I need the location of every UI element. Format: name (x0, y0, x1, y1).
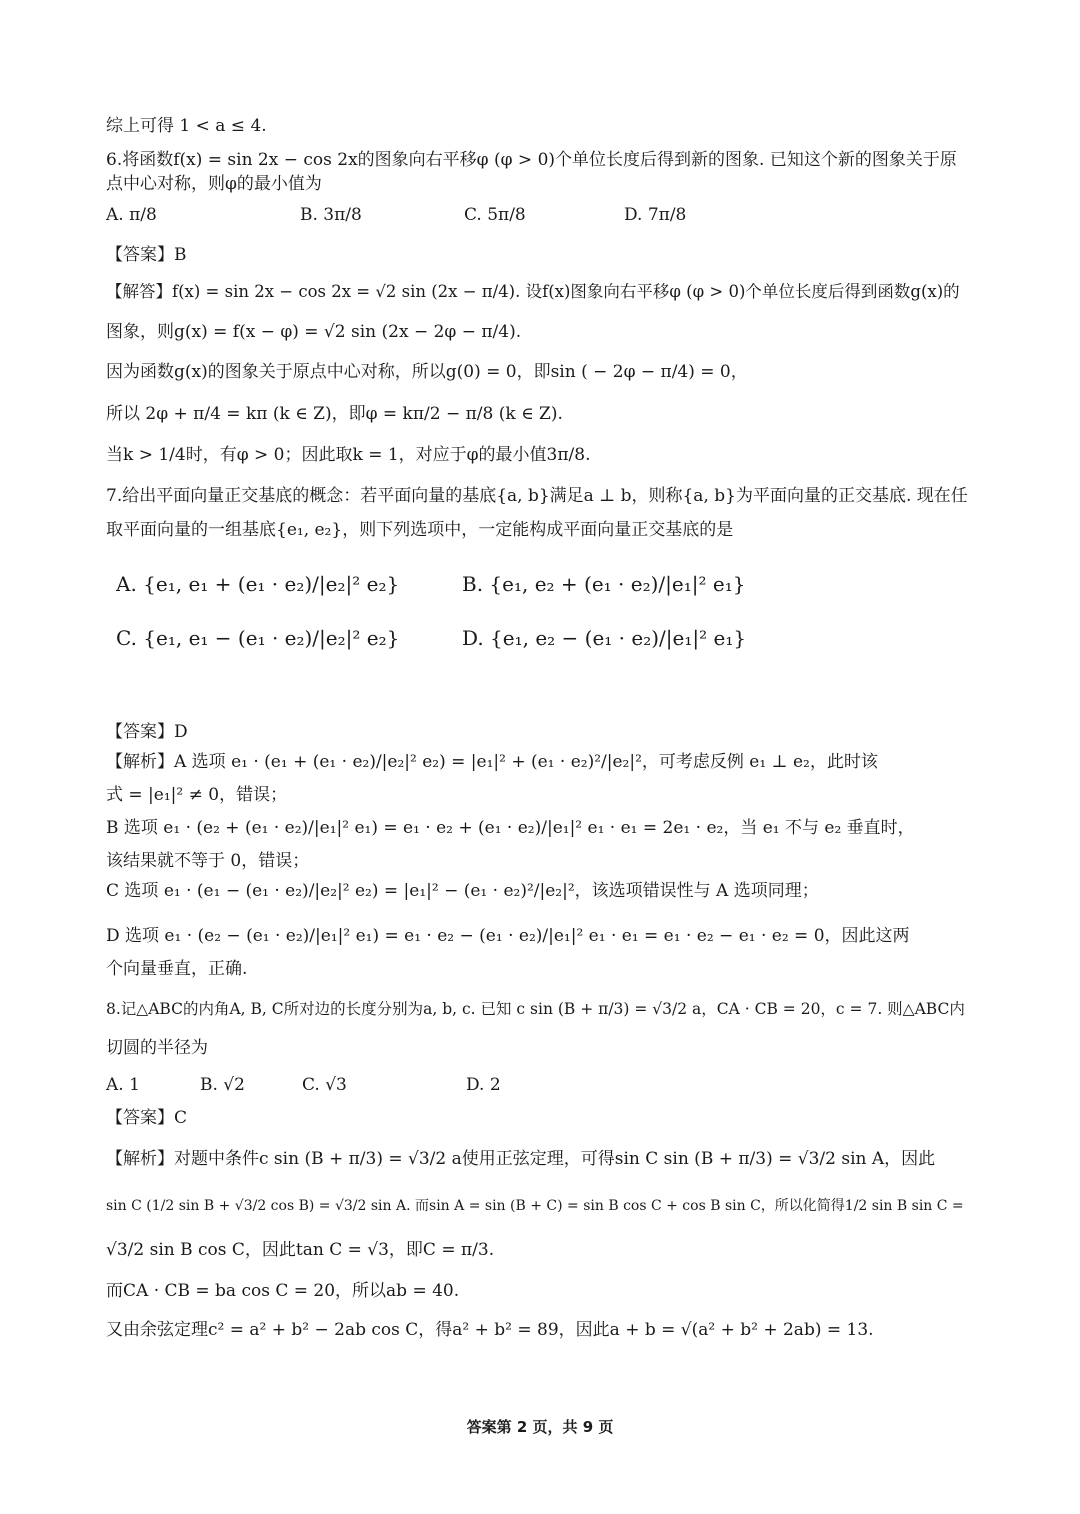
q8-option-d: D. 2 (466, 1075, 501, 1095)
question-6-text-1: 6.将函数f(x) = sin 2x − cos 2x的图象向右平移φ (φ > 0)个单位长度后得到新的图象. 已知这个新的图象关于原 (106, 150, 957, 170)
conclusion-line: 综上可得 1 < a ≤ 4. (106, 116, 267, 136)
q7-option-a: A. {e₁, e₁ + (e₁ · e₂)/|e₂|² e₂} (116, 572, 400, 596)
question-8-text-1: 8.记△ABC的内角A, B, C所对边的长度分别为a, b, c. 已知 c sin (B + π/3) = √3/2 a，CA · CB = 20，c = 7. 则△ABC内 (106, 1000, 965, 1018)
solution-8-line-2: sin C (1/2 sin B + √3/2 cos B) = √3/2 sin A. 而sin A = sin (B + C) = sin B cos C + cos B sin C，所以化简得1/2 sin B sin C = (106, 1198, 964, 1214)
solution-7-line-1: 【解析】A 选项 e₁ · (e₁ + (e₁ · e₂)/|e₂|² e₂) = |e₁|² + (e₁ · e₂)²/|e₂|²，可考虑反例 e₁ ⊥ e₂，此时该 (106, 752, 878, 772)
question-7-text-1: 7.给出平面向量正交基底的概念：若平面向量的基底{a, b}满足a ⊥ b，则称{a, b}为平面向量的正交基底. 现在任 (106, 486, 968, 506)
q8-option-c: C. √3 (302, 1075, 347, 1095)
q7-option-d: D. {e₁, e₂ − (e₁ · e₂)/|e₁|² e₁} (462, 626, 747, 650)
solution-8-line-3: √3/2 sin B cos C，因此tan C = √3，即C = π/3. (106, 1240, 495, 1260)
solution-7-line-7: 个向量垂直，正确. (106, 959, 248, 979)
solution-8-line-4: 而CA · CB = ba cos C = 20，所以ab = 40. (106, 1281, 460, 1301)
solution-7-line-2: 式 = |e₁|² ≠ 0，错误； (106, 785, 288, 805)
solution-7-line-3: B 选项 e₁ · (e₂ + (e₁ · e₂)/|e₁|² e₁) = e₁ · e₂ + (e₁ · e₂)/|e₁|² e₁ · e₁ = 2e₁ · e₂，当 e₁ 不与 e₂ 垂直时， (106, 818, 915, 838)
question-7-text-2: 取平面向量的一组基底{e₁, e₂}，则下列选项中，一定能构成平面向量正交基底的是 (106, 520, 734, 540)
q6-option-d: D. 7π/8 (624, 205, 687, 225)
page-footer: 答案第 2 页，共 9 页 (466, 1418, 614, 1436)
solution-6-line-4: 所以 2φ + π/4 = kπ (k ∈ Z)，即φ = kπ/2 − π/8 (k ∈ Z). (106, 404, 563, 424)
answer-7: 【答案】D (106, 722, 188, 742)
q6-option-a: A. π/8 (106, 205, 157, 225)
solution-6-line-5: 当k > 1/4时，有φ > 0；因此取k = 1，对应于φ的最小值3π/8. (106, 445, 591, 465)
q7-option-c: C. {e₁, e₁ − (e₁ · e₂)/|e₂|² e₂} (116, 626, 400, 650)
q8-option-b: B. √2 (200, 1075, 245, 1095)
q6-option-c: C. 5π/8 (464, 205, 526, 225)
q6-option-b: B. 3π/8 (300, 205, 362, 225)
solution-6-line-3: 因为函数g(x)的图象关于原点中心对称，所以g(0) = 0，即sin ( − 2φ − π/4) = 0， (106, 362, 748, 382)
solution-8-line-5: 又由余弦定理c² = a² + b² − 2ab cos C，得a² + b² = 89，因此a + b = √(a² + b² + 2ab) = 13. (106, 1320, 874, 1340)
solution-8-line-1: 【解析】对题中条件c sin (B + π/3) = √3/2 a使用正弦定理，可得sin C sin (B + π/3) = √3/2 sin A，因此 (106, 1149, 936, 1169)
solution-6-line-2: 图象，则g(x) = f(x − φ) = √2 sin (2x − 2φ − π/4). (106, 322, 522, 342)
q7-option-b: B. {e₁, e₂ + (e₁ · e₂)/|e₁|² e₁} (462, 572, 746, 596)
solution-7-line-4: 该结果就不等于 0，错误； (106, 851, 310, 871)
solution-7-line-5: C 选项 e₁ · (e₁ − (e₁ · e₂)/|e₂|² e₂) = |e₁|² − (e₁ · e₂)²/|e₂|²，该选项错误性与 A 选项同理； (106, 881, 819, 901)
solution-6-line-1: 【解答】f(x) = sin 2x − cos 2x = √2 sin (2x − π/4). 设f(x)图象向右平移φ (φ > 0)个单位长度后得到函数g(x)的 (106, 282, 960, 301)
solution-7-line-6: D 选项 e₁ · (e₂ − (e₁ · e₂)/|e₁|² e₁) = e₁ · e₂ − (e₁ · e₂)/|e₁|² e₁ · e₁ = e₁ · e₂ − e₁ · e₂ = 0，因此这两 (106, 926, 910, 946)
answer-6: 【答案】B (106, 245, 187, 265)
question-8-text-2: 切圆的半径为 (106, 1038, 208, 1058)
q8-option-a: A. 1 (106, 1075, 140, 1095)
question-6-text-2: 点中心对称，则φ的最小值为 (106, 174, 322, 194)
answer-8: 【答案】C (106, 1108, 188, 1128)
